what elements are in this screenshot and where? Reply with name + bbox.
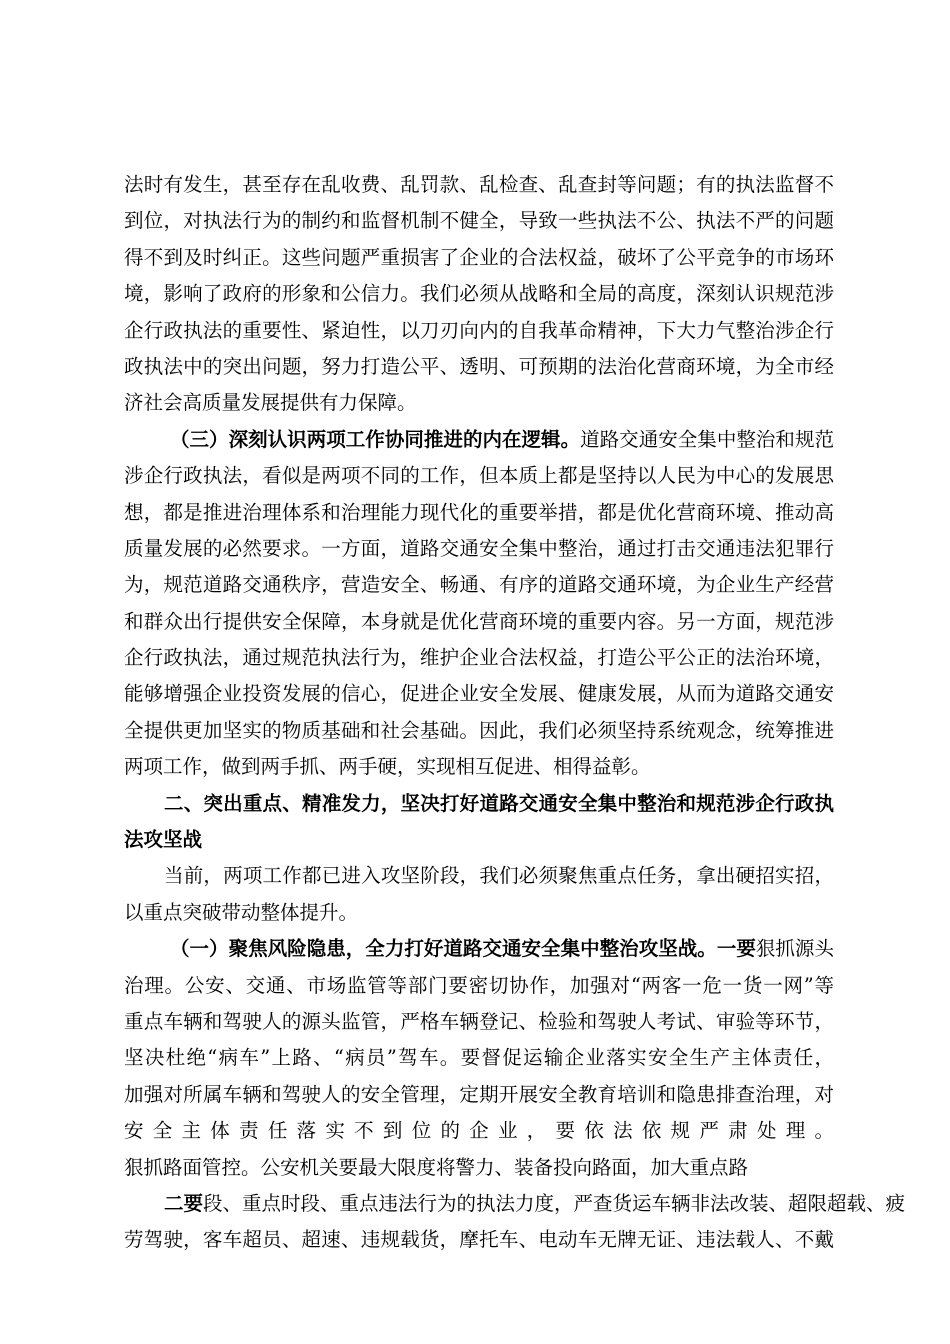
text-line: 涉企行政执法，看似是两项不同的工作，但本质上都是坚持以人民为中心的发展思 — [124, 464, 834, 488]
text-line: 到位，对执法行为的制约和监督机制不健全，导致一些执法不公、执法不严的问题 — [124, 209, 834, 233]
text-line: 劳驾驶，客车超员、超速、违规载货，摩托车、电动车无牌无证、违法载人、不戴 — [124, 1228, 834, 1252]
text-line: 和群众出行提供安全保障，本身就是优化营商环境的重要内容。另一方面，规范涉 — [124, 609, 834, 633]
text-line: 重点车辆和驾驶人的源头监管，严格车辆登记、检验和驾驶人考试、审验等环节， — [124, 1009, 834, 1033]
text-line: 法时有发生，甚至存在乱收费、乱罚款、乱检查、乱查封等问题；有的执法监督不 — [124, 173, 834, 196]
part-heading-line: 二、突出重点、精准发力，坚决打好道路交通安全集中整治和规范涉企行政执 — [164, 791, 834, 815]
text-line: 当前，两项工作都已进入攻坚阶段，我们必须聚焦重点任务，拿出硬招实招， — [164, 864, 834, 888]
text-line: 两项工作，做到两手抓、两手硬，实现相互促进、相得益彰。 — [124, 755, 651, 779]
text-line: 安全主体责任落实不到位的企业，要依法依规严肃处理。 — [124, 1119, 834, 1143]
text-fragment: 狠抓源头 — [755, 937, 834, 961]
paragraph-current-stage — [124, 858, 834, 931]
text-line: 全提供更加坚实的物质基础和社会基础。因此，我们必须坚持系统观念，统筹推进 — [124, 718, 834, 742]
text-line — [124, 422, 834, 458]
text-fragment: 段、重点时段、重点违法行为的执法力度，严查货运车辆非法改装、超限超载、疲 — [203, 1191, 906, 1215]
text-line — [124, 1186, 906, 1222]
subsection-heading: （一）聚焦风险隐患，全力打好道路交通安全集中整治攻坚战。 — [170, 937, 717, 961]
text-fragment: 道路交通安全集中整治和规范 — [580, 427, 834, 451]
text-line: 治理。公安、交通、市场监管等部门要密切协作，加强对“两客一危一货一网”等 — [124, 973, 834, 997]
text-line — [124, 1295, 834, 1331]
text-line — [124, 1259, 834, 1295]
text-line: 能够增强企业投资发展的信心，促进企业安全发展、健康发展，从而为道路交通安 — [124, 682, 834, 706]
text-line: 质量发展的必然要求。一方面，道路交通安全集中整治，通过打击交通违法犯罪行 — [124, 536, 834, 560]
paragraph-subsection-one — [124, 931, 834, 1186]
text-line: 想，都是推进治理体系和治理能力现代化的重要举措，都是优化营商环境、推动高 — [124, 500, 834, 524]
text-line: 加强对所属车辆和驾驶人的安全管理，定期开展安全教育培训和隐患排查治理，对 — [124, 1082, 834, 1106]
text-line: 企行政执法，通过规范执法行为，维护企业合法权益，打造公平公正的法治环境， — [124, 646, 834, 670]
section-heading: （三）深刻认识两项工作协同推进的内在逻辑。 — [170, 427, 581, 451]
text-line: 得不到及时纠正。这些问题严重损害了企业的合法权益，破坏了公平竞争的市场环 — [124, 245, 834, 269]
text-line: 济社会高质量发展提供有力保障。 — [124, 391, 417, 415]
paragraph-part-two-heading — [124, 786, 834, 859]
part-heading-line: 法攻坚战 — [124, 828, 203, 852]
text-line — [124, 931, 834, 967]
text-line: 坚决杜绝“病车”上路、“病员”驾车。要督促运输企业落实安全生产主体责任， — [124, 1046, 834, 1070]
text-line: 政执法中的突出问题，努力打造公平、透明、可预期的法治化营商环境，为全市经 — [124, 354, 834, 378]
text-line: 境，影响了政府的形象和公信力。我们必须从战略和全局的高度，深刻认识规范涉 — [124, 282, 834, 306]
paragraph-section-three — [124, 422, 834, 786]
point-label: 一要 — [716, 937, 756, 961]
text-line: 以重点突破带动整体提升。 — [124, 900, 359, 924]
text-line: 狠抓路面管控。公安机关要最大限度将警力、装备投向路面，加大重点路 — [124, 1155, 749, 1179]
text-line: 为，规范道路交通秩序，营造安全、畅通、有序的道路交通环境，为企业生产经营 — [124, 573, 834, 597]
document-page — [124, 167, 906, 1332]
text-line: 企行政执法的重要性、紧迫性，以刀刃向内的自我革命精神，下大力气整治涉企行 — [124, 318, 834, 342]
paragraph-road-control — [124, 1186, 906, 1332]
point-label: 二要 — [164, 1191, 204, 1215]
paragraph-enforcement-problems — [124, 167, 834, 422]
